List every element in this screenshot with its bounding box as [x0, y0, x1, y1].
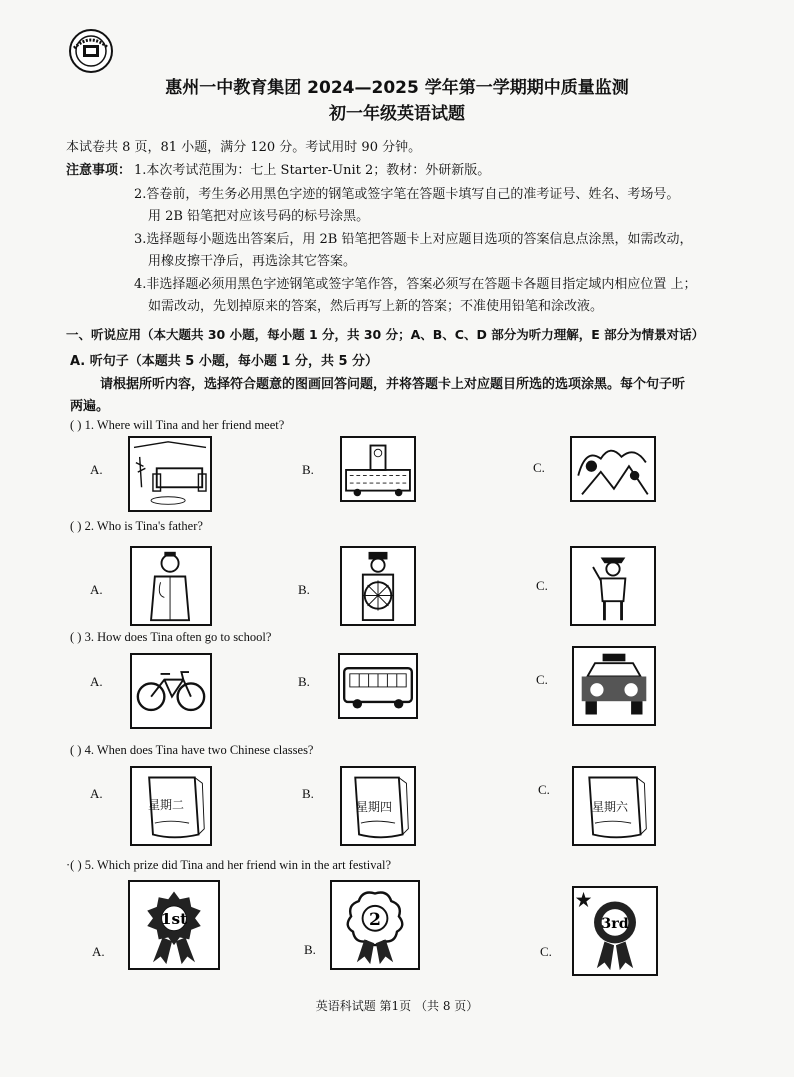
q5-option-b-label: B. — [304, 942, 316, 957]
note-2-cont: 用 2B 铅笔把对应该号码的标号涂黑。 — [148, 209, 370, 224]
q3-option-b-label: B. — [298, 674, 310, 689]
taxi-car-icon — [574, 648, 654, 724]
question-3: ( ) 3. How does Tina often go to school? — [70, 630, 272, 644]
q2-option-a-label: A. — [90, 582, 103, 597]
q2-option-b-label: B. — [298, 582, 310, 597]
medal-3rd-text: 3rd — [601, 916, 629, 933]
question-1: ( ) 1. Where will Tina and her friend meet? — [70, 418, 285, 432]
section-heading: 一、听说应用（本大题共 30 小题，每小题 1 分，共 30 分；A、B、C、D 部分为听力理解，E 部分为情景对话） — [66, 327, 705, 342]
bus-icon — [340, 655, 416, 717]
exam-subtitle: 初一年级英语试题 — [329, 104, 465, 124]
third-prize-medal-icon — [574, 888, 656, 974]
q3-option-b-image — [338, 653, 418, 719]
q1-option-a-label: A. — [90, 462, 103, 477]
q2-option-a-image — [130, 546, 212, 626]
note-4-cont: 如需改动，先划掉原来的答案，然后再写上新的答案；不准使用铅笔和涂改液。 — [148, 299, 604, 314]
bicycle-icon — [132, 655, 210, 727]
first-prize-medal-icon — [130, 882, 218, 968]
q1-option-c-image — [570, 436, 656, 502]
q5-option-b-image — [330, 880, 420, 970]
part-a-heading: A. 听句子（本题共 5 小题，每小题 1 分，共 5 分） — [70, 354, 379, 369]
instruction-line-1: 请根据所听内容，选择符合题意的图画回答问题，并将答题卡上对应题目所选的选项涂黑。每个句子听 — [100, 377, 686, 392]
school-logo — [68, 28, 114, 74]
question-2: ( ) 2. Who is Tina's father? — [70, 519, 203, 533]
question-4: ( ) 4. When does Tina have two Chinese classes? — [70, 743, 314, 757]
question-5: ·( ) 5. Which prize did Tina and her friend win in the art festival? — [66, 858, 392, 872]
q3-option-a-label: A. — [90, 674, 103, 689]
note-3: 3.选择题每小题选出答案后，用 2B 铅笔把答题卡上对应题目选项的答案信息点涂黑，如需改动， — [134, 232, 693, 247]
q1-option-a-image — [128, 436, 212, 512]
q3-option-c-image — [572, 646, 656, 726]
medal-1st-text: 1st — [160, 910, 188, 929]
train-station-icon — [342, 438, 414, 500]
q5-option-c-image — [572, 886, 658, 976]
police-officer-icon — [572, 548, 654, 624]
q2-option-c-label: C. — [536, 578, 548, 593]
q1-option-b-image — [340, 436, 416, 502]
second-prize-medal-icon — [332, 882, 418, 968]
living-room-icon — [130, 438, 210, 510]
q1-option-c-label: C. — [533, 460, 545, 475]
q4-option-b-label: B. — [302, 786, 314, 801]
note-1: 1.本次考试范围为：七上 Starter-Unit 2；教材：外研新版。 — [134, 163, 491, 178]
q1-option-b-label: B. — [302, 462, 314, 477]
q4-option-a-label: A. — [90, 786, 103, 801]
page-footer: 英语科试题 第1页 （共 8 页） — [315, 999, 479, 1013]
notes-label: 注意事项： — [66, 163, 132, 178]
q2-option-b-image — [340, 546, 416, 626]
q4-b-day: 星期四 — [356, 800, 393, 814]
q3-option-c-label: C. — [536, 672, 548, 687]
q4-a-day: 星期二 — [148, 798, 185, 812]
note-4: 4.非选择题必须用黑色字迹钢笔或签字笔作答，答案必须写在答题卡各题目指定域内相应位置 上； — [134, 277, 697, 292]
park-icon — [572, 438, 654, 500]
q5-option-a-image — [128, 880, 220, 970]
q5-option-a-label: A. — [92, 944, 105, 959]
doctor-icon — [132, 548, 210, 624]
note-2: 2.答卷前，考生务必用黑色字迹的钢笔或签字笔在答题卡填写自己的准考证号、姓名、考场号。 — [134, 187, 680, 202]
note-3-cont: 用橡皮擦干净后，再选涂其它答案。 — [148, 254, 357, 269]
medal-2-text: 2 — [369, 910, 381, 930]
exam-summary: 本试卷共 8 页，81 小题，满分 120 分。考试用时 90 分钟。 — [66, 140, 422, 155]
q5-option-c-label: C. — [540, 944, 552, 959]
sailor-captain-icon — [342, 548, 414, 624]
q4-c-day: 星期六 — [592, 800, 629, 814]
q4-option-c-label: C. — [538, 782, 550, 797]
instruction-line-2: 两遍。 — [70, 399, 110, 414]
exam-title: 惠州一中教育集团 2024—2025 学年第一学期期中质量监测 — [165, 78, 629, 98]
q3-option-a-image — [130, 653, 212, 729]
q2-option-c-image — [570, 546, 656, 626]
